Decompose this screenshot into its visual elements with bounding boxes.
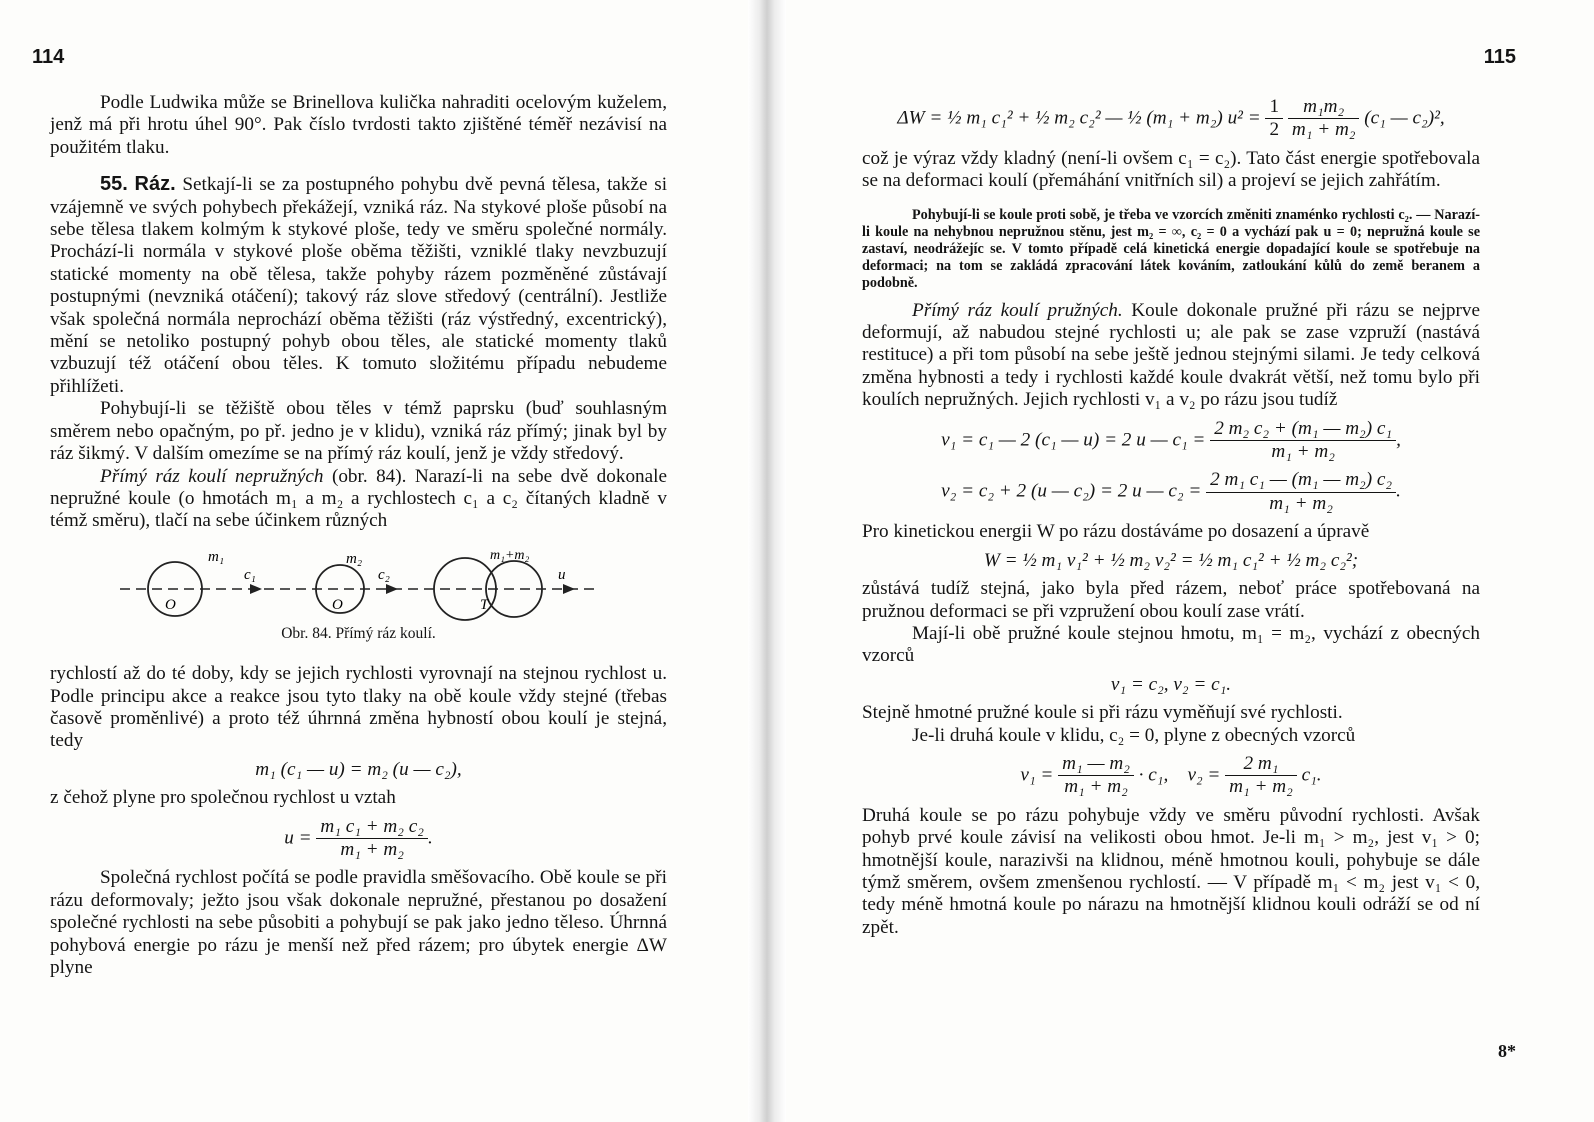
eq-top-num1: 1 (1265, 96, 1283, 119)
paragraph-energy-loss: Společná rychlost počítá se podle pravidla směšovacího. Obě koule se při rázu deformovaly; ježto jsou však dokonale nepružné, přestanou po dosažení společné rychlosti na sebe působiti a pohybují se pak jako jedno těleso. Úhrnná pohybová energie po rázu je menší než před rázem; pro úbytek energie ΔW plyne (50, 867, 667, 978)
eq2-fraction (316, 816, 428, 862)
label-u: u (558, 566, 566, 583)
eq-top-den1: 2 (1269, 119, 1280, 141)
right-page (786, 0, 1594, 1122)
paragraph-equal-mass: Mají-li obě pružné koule stejnou hmotu, m₁ = m₂, vychází z obecných vzorců (862, 622, 1480, 667)
label-m1: m₁ (208, 548, 225, 565)
elastic-text: Koule dokonale pružné při rázu se nejprve deformují, až nabudou stejné rychlosti u; ale pak se zase vzpruží (nastává restituce) a při tom působí na sebe ještě jednou stejnými silami. Je tedy celková změna hybnosti a tedy i rychlosti každé koule dvakrát větší, než tomu bylo při koulích nepružných. Jejich rychlosti v₁ a v₂ po rázu jsou tudíž (862, 299, 1480, 411)
label-m2: m₂ (346, 550, 363, 567)
label-c2: c₂ (378, 566, 390, 583)
equation-common-velocity: u = $\frac{\text{m₁ c₁ + m₂ c₂}}{\text{m₁ + m₂}}$ . (284, 815, 433, 860)
eq-rest-v2-denominator: m₁ + m₂ (1229, 776, 1293, 798)
eq2-denominator: m₁ + m₂ (340, 838, 404, 860)
label-c1: c₁ (244, 566, 256, 583)
arrow-c1 (250, 584, 262, 594)
eq-rest-v1-lhs: v₁ = (1020, 764, 1054, 786)
eq-v1-fraction (1210, 418, 1396, 464)
intro-paragraph: Podle Ludwika může se Brinellova kulička nahraditi ocelovým kuželem, jenž má při hrotu úhel 90°. Pak číslo tvrdosti takto zjištěné téměř nezávisí na použitém tlaku. (50, 92, 667, 158)
eq-top-rhs: (c₁ — c₂)², (1364, 107, 1445, 129)
figure-84 (50, 549, 667, 621)
elastic-heading: Přímý ráz koulí pružných. (912, 299, 1123, 321)
equation-exchange: v₁ = c₂, v₂ = c₁. (1110, 673, 1232, 695)
section-number: 55. (100, 173, 128, 196)
eq-top-mass-ratio (1288, 96, 1360, 142)
paragraph-inelastic (50, 466, 667, 533)
label-o1: O (165, 596, 176, 613)
section-title: Ráz. (134, 173, 176, 196)
right-page-body (862, 90, 1480, 939)
printer-signature: 8* (1498, 1041, 1516, 1061)
paragraph-direction: Druhá koule se po rázu pohybuje vždy ve směru původní rychlosti. Avšak pohyb prvé koule závisí na velikosti obou hmot. Je-li m₁ > m₂, jest v₁ > 0; hmotnější koule, narazivši na klidnou, méně hmotnou kouli, pohybuje se dále týmž směrem, ovšem zmenšenou rychlostí. — V případě m₁ < m₂ jest v₁ < 0, tedy méně hmotná koule po nárazu na hmotnější klidnou kouli odráží se od ní zpět. (862, 804, 1480, 938)
inelastic-heading: Přímý ráz koulí nepružných (100, 465, 324, 487)
equation-energy-loss (862, 96, 1480, 142)
eq2-numerator: m₁ c₁ + m₂ c₂ (316, 816, 428, 839)
section-paragraph (50, 173, 667, 398)
label-m1m2: m₁+m₂ (490, 548, 530, 563)
eq-v2-numerator: 2 m₁ c₁ — (m₁ — m₂) c₂ (1206, 469, 1396, 492)
equation-momentum: m₁ (c₁ — u) = m₂ (u — c₂), (255, 758, 462, 780)
label-t: T (480, 596, 489, 613)
eq-v2-fraction (1206, 469, 1396, 515)
equation-at-rest (862, 753, 1480, 799)
paragraph-at-rest: Je-li druhá koule v klidu, c₂ = 0, plyne z obecných vzorců (912, 724, 1356, 746)
arrow-c2 (386, 584, 398, 594)
eq-rest-v1-denominator: m₁ + m₂ (1064, 776, 1128, 798)
eq-rest-v2-tail: c₁. (1301, 764, 1322, 786)
equation-v1: v₁ = c₁ — 2 (c₁ — u) = 2 u — c₁ = $\frac{\text{2 m₂ c₂ + (m₁ — m₂) c₁}}{\text{m₁ + m₂}}$ , (941, 417, 1401, 463)
eq-v1-numerator: 2 m₂ c₂ + (m₁ — m₂) c₁ (1210, 418, 1396, 441)
paragraph-positive: což je výraz vždy kladný (není-li ovšem c₁ = c₂). Tato část energie spotřebovala se na deformaci koulí (přemáhání vnitřních sil) a projeví se jejich zahřátím. (862, 147, 1480, 192)
collision-diagram (50, 549, 667, 621)
paragraph-hence: z čehož plyne pro společnou rychlost u vztah (50, 787, 396, 809)
eq-top-den2: m₁ + m₂ (1291, 119, 1356, 141)
inelastic-text: (obr. 84). Narazí-li na sebe dvě dokonale nepružné koule (o hmotách m₁ a m₂ a rychlostech c₁ a c₂ čítaných kladně v témž směru), tlačí na sebe účinkem různých (50, 465, 667, 532)
eq-rest-v1-tail: · c₁, (1138, 764, 1169, 786)
paragraph-common-velocity: rychlostí až do té doby, kdy se jejich rychlosti vyrovnají na stejnou rychlost u. Podle principu akce a reakce jsou tyto tlaky na obě koule vždy stejné (třebas časově proměnlivé) a proto též úhrnná změna hybností obou koulí je stejná, tedy (50, 663, 667, 752)
paragraph-exchange: Stejně hmotné pružné koule si při rázu vyměňují své rychlosti. (862, 702, 1343, 724)
section-text: Setkají-li se za postupného pohybu dvě pevná tělesa, takže si vzájemně ve svých pohybech překážejí, vzniká ráz. Na stykové ploše působí na sebe tělesa tlakem kolmým k stykové ploše, tedy ve směru společné normály. Prochází-li normála v stykové ploše oběma těžišti, vzniklé tlaky nevzbuzují statické momenty na obě tělesa, takže pohyby rázem pozměněné zůstávají postupnými (nevzniká otáčení); takový ráz slove středový (centrální). Jestliže však společná normála neprochází oběma těžišti (ráz výstředný, excentrický), mění se netoliko postupný pohyb obou těles, ale statické momenty tlaků vzbuzují též otáčení obou těles. K tomuto složitému případu nebudeme přihlížeti. (50, 174, 668, 397)
paragraph-remains: zůstává tudíž stejná, jako byla před rázem, neboť práce spotřebovaná na pružnou deformaci se při vzpružení obou koulí zase vrátí. (862, 578, 1480, 622)
eq-rest-v1-fraction (1058, 753, 1134, 799)
paragraph-elastic (862, 300, 1480, 412)
book-gutter (748, 0, 786, 1122)
label-o2: O (332, 596, 343, 613)
left-page (0, 0, 748, 1122)
page-number-left: 114 (32, 46, 65, 68)
eq-v1-lhs: v₁ = c₁ — 2 (c₁ — u) = 2 u — c₁ = (941, 428, 1206, 450)
left-page-body (50, 92, 667, 979)
eq-top-lhs: ΔW = ½ m₁ c₁² + ½ m₂ c₂² — ½ (m₁ + m₂) u² = (897, 107, 1261, 129)
page-number-right: 115 (1483, 46, 1516, 68)
eq-rest-v2-numerator: 2 m₁ (1225, 753, 1297, 776)
eq-rest-v2-lhs: v₂ = (1187, 764, 1221, 786)
small-print-note: Pohybují-li se koule proti sobě, je třeba ve vzorcích změniti znaménko rychlosti c₂. — Narazí-li koule na nehybnou nepružnou stěnu, jest m₂ = ∞, c₂ = 0 a vychází pak u = 0; nepružná koule se zastaví, neodrážejíc se. V tomto případě celá kinetická energie dopadající koule se spotřebuje na deformaci; na tom se zakládá zpracování látek kováním, zatloukání kůlů do země beranem a podobně. (862, 206, 1480, 291)
paragraph-kinetic: Pro kinetickou energii W po rázu dostáváme po dosazení a úpravě (862, 521, 1370, 543)
equation-v2: v₂ = c₂ + 2 (u — c₂) = 2 u — c₂ = $\frac{\text{2 m₁ c₁ — (m₁ — m₂) c₂}}{\text{m₁ + m₂}}$ . (941, 469, 1401, 514)
paragraph-direct-impact: Pohybují-li se těžiště obou těles v témž paprsku (buď souhlasným směrem nebo opačným, po př. jedno je v klidu), vzniká ráz přímý; jinak byl by ráz šikmý. V dalším omezíme se na přímý ráz koulí, jenž je vždy středový. (50, 398, 667, 465)
equation-kinetic-energy: W = ½ m₁ v₁² + ½ m₂ v₂² = ½ m₁ c₁² + ½ m₂ c₂²; (983, 549, 1359, 571)
eq-v1-denominator: m₁ + m₂ (1271, 441, 1335, 463)
eq-v2-denominator: m₁ + m₂ (1269, 492, 1333, 514)
eq-rest-v2-fraction (1225, 753, 1297, 799)
eq-top-half (1265, 96, 1283, 142)
arrow-u (563, 584, 575, 594)
eq-top-num2: m₁m₂ (1288, 96, 1360, 119)
eq2-lhs: u = (284, 826, 312, 848)
figure-caption: Obr. 84. Přímý ráz koulí. (281, 624, 436, 642)
eq-rest-v1-numerator: m₁ — m₂ (1058, 753, 1134, 776)
eq-v2-lhs: v₂ = c₂ + 2 (u — c₂) = 2 u — c₂ = (941, 480, 1202, 502)
